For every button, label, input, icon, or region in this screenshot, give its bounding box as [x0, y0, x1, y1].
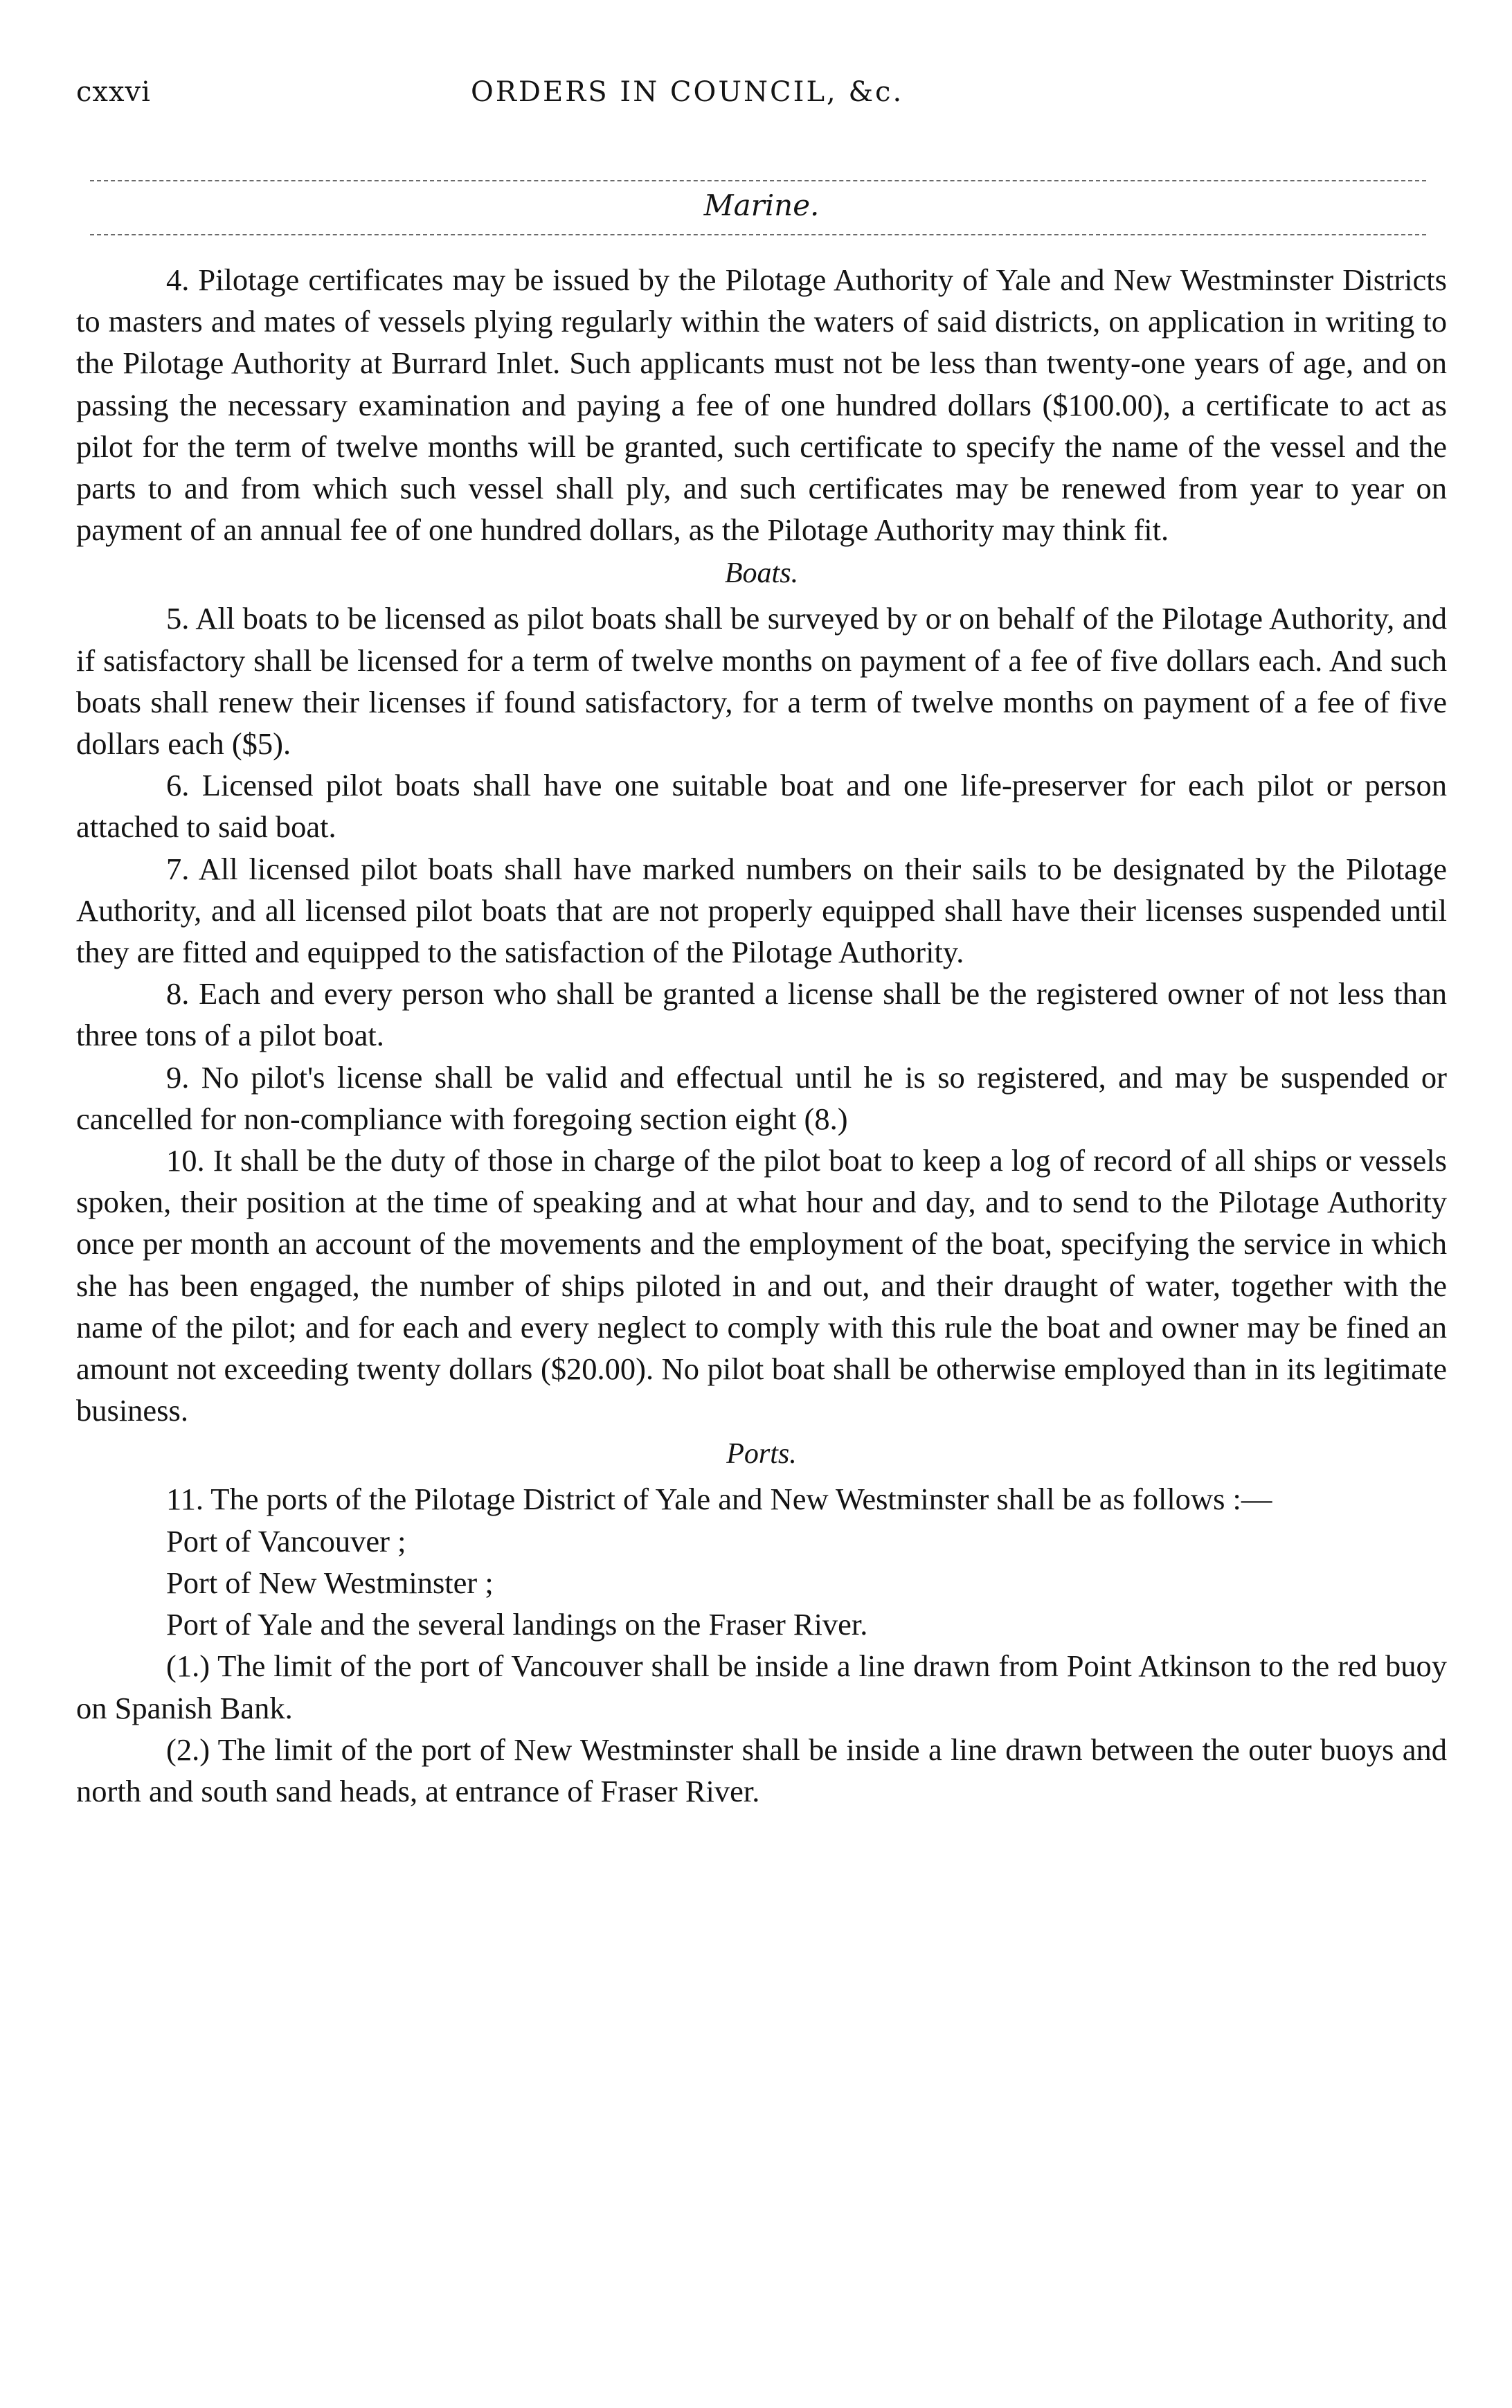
paragraph-11: 11. The ports of the Pilotage District of Yale and New Westminster shall be as follows :— — [166, 1482, 1272, 1517]
bottom-rule — [90, 234, 1426, 235]
port-list-item-new-westminster: Port of New Westminster ; — [166, 1565, 494, 1600]
paragraph-5: 5. All boats to be licensed as pilot boats shall be surveyed by or on behalf of the Pilotage Authority, and if satisfactory shall be licensed for a term of twelve months on payment of a fee of five dollars each. And such boats shall renew their licenses if found satisfactory, for a term of twelve months on payment of a fee of five dollars each ($5). — [76, 601, 1447, 762]
paragraph-8: 8. Each and every person who shall be granted a license shall be the registered owner of not less than three tons of a pilot boat. — [76, 976, 1447, 1053]
paragraph-7: 7. All licensed pilot boats shall have marked numbers on their sails to be designated by the Pilotage Authority, and all licensed pilot boats that are not properly equipped shall have their licenses suspended until they are fitted and equipped to the satisfaction of the Pilotage Authority. — [76, 851, 1447, 970]
section-heading-marine: Marine. — [703, 188, 820, 222]
top-rule — [90, 180, 1426, 181]
page-number: cxxvi — [76, 76, 151, 108]
paragraph-4: 4. Pilotage certificates may be issued by the Pilotage Authority of Yale and New Westminster Districts to masters and mates of vessels plying regularly within the waters of said districts, on application in writing to the Pilotage Authority at Burrard Inlet. Such applicants must not be less than twenty-one years of age, and on passing the necessary examination and paying a fee of one hundred dollars ($100.00), a certificate to act as pilot for the term of twelve months will be granted, such certificate to specify the name of the vessel and the parts to and from which such vessel shall ply, and such certificates may be renewed from year to year on payment of an annual fee of one hundred dollars, as the Pilotage Authority may think fit. — [76, 262, 1447, 548]
port-limit-vancouver: (1.) The limit of the port of Vancouver shall be inside a line drawn from Point Atkinson to the red buoy on Spanish Bank. — [76, 1648, 1447, 1725]
port-list-item-yale: Port of Yale and the several landings on the Fraser River. — [166, 1607, 868, 1642]
body-text — [76, 259, 1447, 1812]
section-heading-ports: Ports. — [726, 1438, 797, 1471]
document-page — [76, 76, 1447, 1812]
paragraph-6: 6. Licensed pilot boats shall have one suitable boat and one life-preserver for each pilot or person attached to said boat. — [76, 768, 1447, 845]
port-limit-new-westminster: (2.) The limit of the port of New Westminster shall be inside a line drawn between the outer buoys and north and south sand heads, at entrance of Fraser River. — [76, 1732, 1447, 1808]
paragraph-9: 9. No pilot's license shall be valid and effectual until he is so registered, and may be suspended or cancelled for non-compliance with foregoing section eight (8.) — [76, 1059, 1447, 1136]
running-title: ORDERS IN COUNCIL, &c. — [471, 76, 904, 108]
running-head — [76, 76, 1447, 125]
paragraph-10: 10. It shall be the duty of those in charge of the pilot boat to keep a log of record of all ships or vessels spoken, their position at the time of speaking and at what hour and day, and to send to the Pilotage Authority once per month an account of the movements and the employment of the boat, specifying the service in which she has been engaged, the number of ships piloted in and out, and their draught of water, together with the name of the pilot; and for each and every neglect to comply with this rule the boat and owner may be fined an amount not exceeding twenty dollars ($20.00). No pilot boat shall be otherwise employed than in its legitimate business. — [76, 1143, 1447, 1428]
section-heading-boats: Boats. — [724, 557, 799, 590]
port-list-item-vancouver: Port of Vancouver ; — [166, 1523, 406, 1558]
